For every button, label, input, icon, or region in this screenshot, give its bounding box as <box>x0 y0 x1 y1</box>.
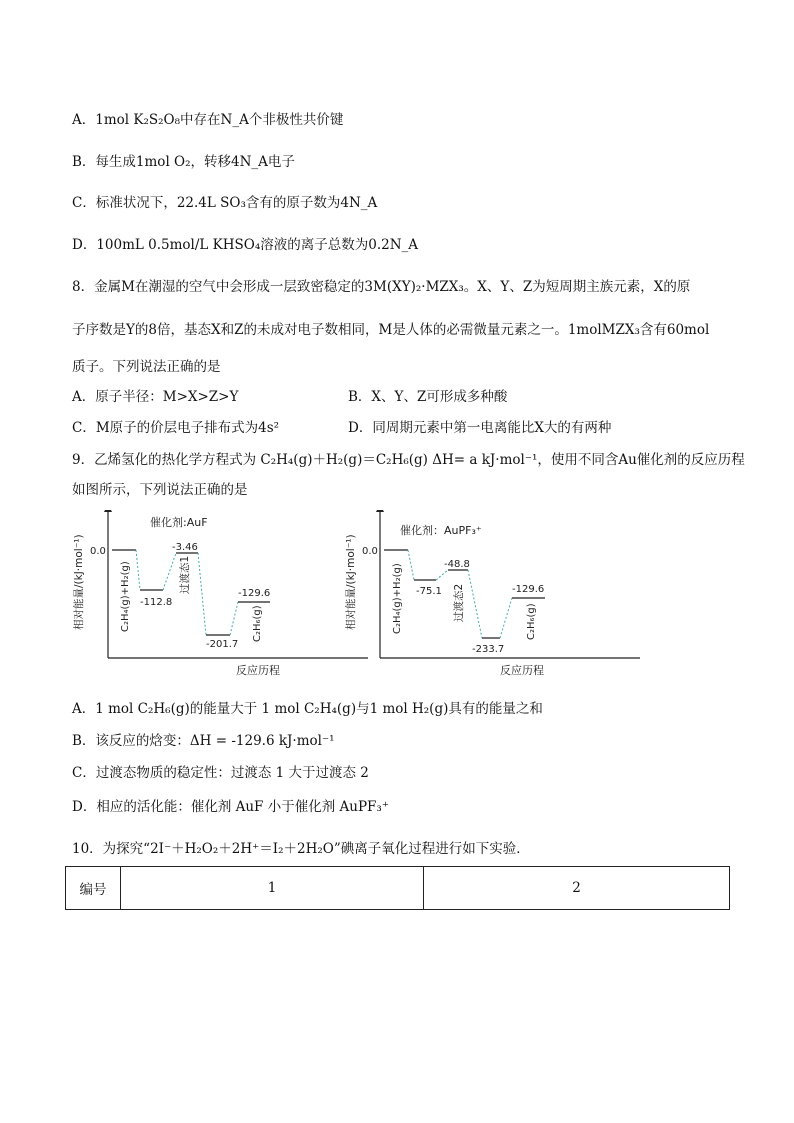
x-axis-label: 反应历程 <box>236 664 280 677</box>
value-3: -129.6 <box>512 584 545 595</box>
experiment-table <box>65 866 730 910</box>
catalyst-label: 催化剂:AuF <box>150 516 208 529</box>
ts-value: -3.46 <box>172 542 198 553</box>
q8-stem-line2: 子序数是Y的8倍，基态X和Z的未成对电子数相同，M是人体的必需微量元素之一。1molMZX₃含有60mol <box>72 322 710 338</box>
q8-option-b: B．X、Y、Z可形成多种酸 <box>348 389 508 405</box>
q7-option-d: D．100mL 0.5mol/L KHSO₄溶液的离子总数为0.2N_A <box>72 237 419 253</box>
zero-label: 0.0 <box>90 546 106 557</box>
ts-label: 过渡态2 <box>453 583 465 622</box>
zero-label: 0.0 <box>362 546 378 557</box>
table-header-exp2: 2 <box>424 867 730 910</box>
q10-stem: 10．为探究“2I⁻＋H₂O₂＋2H⁺＝I₂＋2H₂O”碘离子氧化过程进行如下实验． <box>72 841 530 857</box>
y-axis-label: 相对能量/(kJ·mol⁻¹) <box>73 534 85 630</box>
q9-option-d: D．相应的活化能：催化剂 AuF 小于催化剂 AuPF₃⁺ <box>72 799 389 815</box>
catalyst-label: 催化剂：AuPF₃⁺ <box>400 524 482 537</box>
q7-option-c: C．标准状况下，22.4L SO₃含有的原子数为4N_A <box>72 195 378 211</box>
reactant-label: C₂H₄(g)+H₂(g) <box>392 563 403 634</box>
q9-option-a: A．1 mol C₂H₆(g)的能量大于 1 mol C₂H₄(g)与1 mol H₂(g)具有的能量之和 <box>72 701 543 717</box>
q7-option-a: A．1mol K₂S₂O₈中存在N_A个非极性共价键 <box>72 112 344 128</box>
table-header-number: 编号 <box>66 867 121 910</box>
reactant-label: C₂H₄(g)+H₂(g) <box>120 561 131 632</box>
energy-diagram-auf <box>68 510 378 685</box>
product-label: C₂H₆(g) <box>252 605 263 642</box>
x-axis-label: 反应历程 <box>500 664 544 677</box>
q9-stem-line2: 如图所示，下列说法正确的是 <box>72 482 248 498</box>
value-1: -75.1 <box>416 586 442 597</box>
q9-option-b: B．该反应的焓变：ΔH = -129.6 kJ·mol⁻¹ <box>72 733 335 749</box>
value-2: -233.7 <box>472 644 505 655</box>
table-row <box>66 867 730 910</box>
value-1: -112.8 <box>140 597 173 608</box>
y-axis-label: 相对能量/(kJ·mol⁻¹) <box>345 534 357 630</box>
q8-option-c: C．M原子的价层电子排布式为4s² <box>72 420 280 436</box>
q9-option-c: C．过渡态物质的稳定性：过渡态 1 大于过渡态 2 <box>72 765 369 781</box>
q8-stem-line1: 8．金属M在潮湿的空气中会形成一层致密稳定的3M(XY)₂·MZX₃。X、Y、Z为短周期主族元素，X的原 <box>72 279 691 295</box>
q7-option-b: B．每生成1mol O₂，转移4N_A电子 <box>72 154 295 170</box>
q8-stem-line3: 质子。下列说法正确的是 <box>72 359 221 375</box>
table-header-exp1: 1 <box>121 867 424 910</box>
q9-stem-line1: 9．乙烯氢化的热化学方程式为 C₂H₄(g)＋H₂(g)＝C₂H₆(g) ΔH= a kJ·mol⁻¹，使用不同含Au催化剂的反应历程 <box>72 452 745 468</box>
product-label: C₂H₆(g) <box>526 603 537 640</box>
q8-option-a: A．原子半径：M>X>Z>Y <box>72 389 239 405</box>
value-3: -129.6 <box>238 588 271 599</box>
energy-diagram-aupf3 <box>340 510 650 685</box>
ts-label: 过渡态1 <box>179 555 191 594</box>
ts-value: -48.8 <box>444 559 470 570</box>
q8-option-d: D．同周期元素中第一电离能比X大的有两种 <box>348 420 612 436</box>
value-2: -201.7 <box>206 639 239 650</box>
